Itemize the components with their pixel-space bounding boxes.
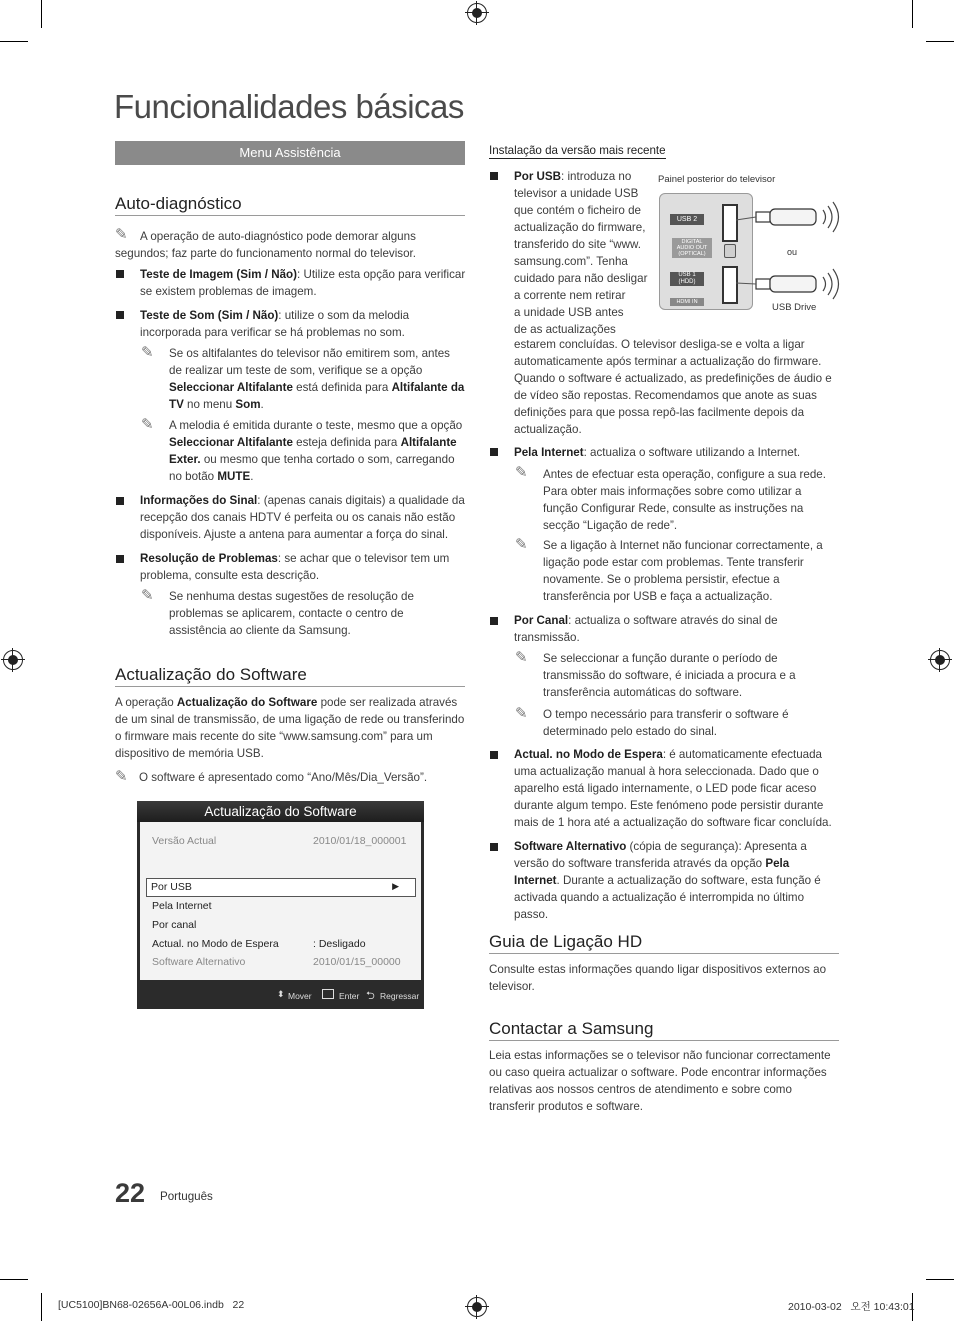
rear-panel-label: Painel posterior do televisor [658,174,776,185]
note-pencil-icon: ✎ [115,768,128,785]
resolucao-problemas-item [140,550,466,584]
note-bold: Altifalante Exter. [169,436,457,466]
osd-row-por-usb[interactable] [146,878,416,897]
divider [115,215,465,216]
note-bold: Som [235,398,261,411]
contactar-samsung-text: Leia estas informações se o televisor não funcionar correctamente ou caso queira actualizar o software. Pode encontrar informações relativas aos nossos centros de atendimento e sobre como transferir produtos e software. [489,1049,831,1113]
usb-line: a corrente nem retirar [514,289,626,302]
para-text: pode ser realizada através de um sinal de transmissão, de uma ligação de rede ou transferindo o firmware mais recente do site “www.samsung.com” para um dispositivo de memória USB. [115,696,465,760]
osd-footer [137,982,424,1009]
osd-title: Actualização do Software [137,801,424,822]
pela-internet-note1: Antes de efectuar esta operação, configure a sua rede. Para obter mais informações sobre como utilizar a função Configurar Rede, consulte as instruções na secção “Ligação de rede”. [543,468,826,532]
osd-move-label: Mover [288,991,312,1001]
registration-mark-top [467,3,487,23]
usb1-line: (HDD) [678,279,696,285]
modo-espera-text: : é automaticamente efectuada uma actualização manual à hora seleccionada. Dado que o aparelho está ligado internamente, o LED pode ficar aceso durante algum tempo. Este fenómeno pode persistir durante mais de 1 hora até a actualização do software ficar concluída. [514,748,832,829]
teste-som-note1 [169,345,465,413]
note-text: no menu [183,398,236,411]
print-date-info: 2010-03-02 오전 10:43:01 [788,1301,915,1313]
software-alternativo-text: (cópia de segurança): Apresenta a versão do software transferida através da opção [514,840,807,870]
bullet-square-icon [116,270,124,278]
actualizacao-software-text [115,694,467,762]
informacoes-sinal-item [140,492,466,543]
por-canal-item [514,612,798,646]
resolucao-problemas-note: Se nenhuma destas sugestões de resolução de problemas se aplicarem, contacte o centro de assistência ao cliente da Samsung. [169,590,414,637]
optical-line: DIGITAL [681,239,703,245]
modo-espera-title: Actual. no Modo de Espera [514,748,663,761]
osd-row-por-canal[interactable]: Por canal [152,919,197,931]
teste-som-item [140,307,466,341]
osd-row-alternative-value: 2010/01/15_00000 [313,956,401,968]
por-usb-title: Por USB [514,170,562,183]
note-text: Se os altifalantes do televisor não emitirem som, antes de realizar um teste de som, verifique se a opção [169,347,450,377]
note-bold: Seleccionar Altifalante [169,381,293,394]
note-pencil-icon: ✎ [515,705,528,722]
osd-row-label: Por USB [151,881,192,893]
software-alternativo-bold: Pela Internet [514,857,790,887]
auto-diagnostico-heading: Auto-diagnóstico [115,194,242,213]
usb1-line: USB 1 [678,272,696,278]
osd-body [140,822,421,980]
usb-line: : introduza no [561,170,632,183]
para-bold: Actualização do Software [176,696,318,709]
auto-note: A operação de auto-diagnóstico pode demorar alguns segundos; faz parte do funcionamento normal do televisor. [115,230,416,260]
contactar-samsung-heading: Contactar a Samsung [489,1019,654,1038]
por-canal-note1: Se seleccionar a função durante o período de transmissão do software, é iniciada a procura e a transferência automáticas do software. [543,652,796,699]
teste-som-text: : utilize o som da melodia incorporada para verificar se há problemas no som. [140,309,410,339]
return-icon: ⮌ [366,990,375,1002]
note-text: A melodia é emitida durante o teste, mesmo que a opção [169,419,463,432]
pela-internet-item [514,444,832,461]
osd-return-label: Regressar [380,991,420,1001]
por-canal-text: : actualiza o software através do sinal de transmissão. [514,614,778,644]
pela-internet-note2: Se a ligação à Internet não funcionar correctamente, a ligação pode estar com problemas. Tente transferir novamente. Se o problema persistir, efectue a transferência por USB e faça a actualização. [543,539,823,603]
usb-line: transferido do site “www. [514,238,641,251]
software-format-note: O software é apresentado como “Ano/Mês/Dia_Versão”. [139,771,428,784]
usb-line: de as actualizações [514,323,616,336]
software-alternativo-text: . Durante a actualização do software, esta função é activada quando a actualização é interrompida no último passo. [514,874,821,921]
optical-line: AUDIO OUT [676,245,708,251]
note-pencil-icon: ✎ [515,536,528,553]
osd-row-pela-internet[interactable]: Pela Internet [152,900,212,912]
por-canal-title: Por Canal [514,614,569,627]
note-bold: MUTE [217,470,251,483]
usb-line: televisor a unidade USB [514,187,639,200]
note-text: . [250,470,254,483]
guia-ligacao-text: Consulte estas informações quando ligar dispositivos externos ao televisor. [489,963,827,993]
software-update-osd [137,801,424,1009]
bullet-square-icon [490,448,498,456]
pela-internet-text: : actualiza o software utilizando a Internet. [583,446,801,459]
registration-mark-right [930,650,950,670]
hdmi-label: HDMI IN [670,298,704,306]
install-latest-version-heading: Instalação da versão mais recente [489,144,666,157]
bullet-square-icon [116,555,124,563]
registration-mark-left [3,650,23,670]
menu-bar-label: Menu Assistência [239,145,341,160]
osd-row-standby-value: : Desligado [313,938,366,950]
usb-drive-icon [756,202,839,232]
resolucao-problemas-title: Resolução de Problemas [140,552,278,565]
note-text: está definida para [292,381,392,394]
usb-drive-label: USB Drive [772,302,817,313]
software-alternativo-title: Software Alternativo [514,840,627,853]
note-pencil-icon: ✎ [141,344,154,361]
osd-enter-label: Enter [339,991,360,1001]
usb-line: que contém o ficheiro de [514,204,641,217]
por-usb-text-rest: estarem concluídas. O televisor desliga-se e volta a ligar automaticamente após terminar a actualização do firmware. Quando o software é actualizado, as predefinições de áudio e de vídeo são repostas. Recomendamos que anote as suas definições para que possa repô-las facilmente depois da actualização. [514,338,832,436]
pela-internet-title: Pela Internet [514,446,584,459]
note-pencil-icon: ✎ [115,226,128,243]
divider [489,953,839,954]
note-text: esteja definida para [292,436,401,449]
or-label: ou [787,247,798,257]
usb-line: a unidade USB antes [514,306,624,319]
note-text: . [260,398,264,411]
bullet-square-icon [116,497,124,505]
bullet-square-icon [490,843,498,851]
bullet-square-icon [490,172,498,180]
divider [489,1040,839,1041]
enter-icon [322,989,334,999]
usb-line: actualização do firmware, [514,221,646,234]
osd-current-version-value: 2010/01/18_000001 [313,835,407,847]
teste-imagem-item [140,266,466,300]
menu-assistencia-bar [115,141,465,165]
play-arrow-icon: ▶ [392,881,399,891]
page-number: 22 [115,1178,146,1208]
usb-line: cuidado para não desligar [514,272,648,285]
bullet-square-icon [490,751,498,759]
language-label: Português [160,1190,213,1203]
por-usb-lines [514,168,654,338]
note-bold: Seleccionar Altifalante [169,436,293,449]
para-text: A operação [115,696,177,709]
teste-imagem-text: : Utilize esta opção para verificar se existem problemas de imagem. [140,268,466,298]
software-alternativo-item [514,838,838,923]
por-canal-note2: O tempo necessário para transferir o software é determinado pelo estado do sinal. [543,708,789,738]
note-pencil-icon: ✎ [515,649,528,666]
osd-row-alternative[interactable]: Software Alternativo [152,956,246,968]
bullet-square-icon [490,617,498,625]
usb-drives [656,170,841,320]
osd-current-version-label: Versão Actual [152,835,217,847]
teste-som-note2 [169,417,465,485]
port-label-usb2: USB 2 [670,214,704,225]
note-text: ou mesmo que tenha cortado o som, carregando no botão [169,453,455,483]
note-pencil-icon: ✎ [141,416,154,433]
usb-line: samsung.com”. Tenha [514,255,628,268]
teste-imagem-title: Teste de Imagem (Sim / Não) [140,268,297,281]
actualizacao-software-heading: Actualização do Software [115,665,307,684]
informacoes-sinal-text: : (apenas canais digitais) a qualidade da recepção dos canais HDTV é perfeita ou os canais não estão disponíveis. Ajuste a antena para aumentar a força do sinal. [140,494,465,541]
guia-ligacao-heading: Guia de Ligação HD [489,932,643,951]
registration-mark-bottom [467,1297,487,1317]
usb-connection-figure [656,170,841,320]
modo-espera-item [514,746,838,831]
bullet-square-icon [116,311,124,319]
note-pencil-icon: ✎ [141,587,154,604]
divider [115,686,465,687]
optical-line: (OPTICAL) [678,251,706,257]
note-pencil-icon: ✎ [515,464,528,481]
osd-row-standby[interactable]: Actual. no Modo de Espera [152,938,279,950]
page-title: Funcionalidades básicas [114,88,464,125]
print-file-info: [UC5100]BN68-02656A-00L06.indb 22 [58,1299,245,1311]
note-bold: Altifalante da TV [169,381,465,411]
informacoes-sinal-title: Informações do Sinal [140,494,258,507]
resolucao-problemas-text: : se achar que o televisor tem um problema, consulte esta descrição. [140,552,450,582]
move-arrows-icon: ⬍ [277,989,285,999]
usb-drive-icon [756,269,839,299]
teste-som-title: Teste de Som (Sim / Não) [140,309,279,322]
